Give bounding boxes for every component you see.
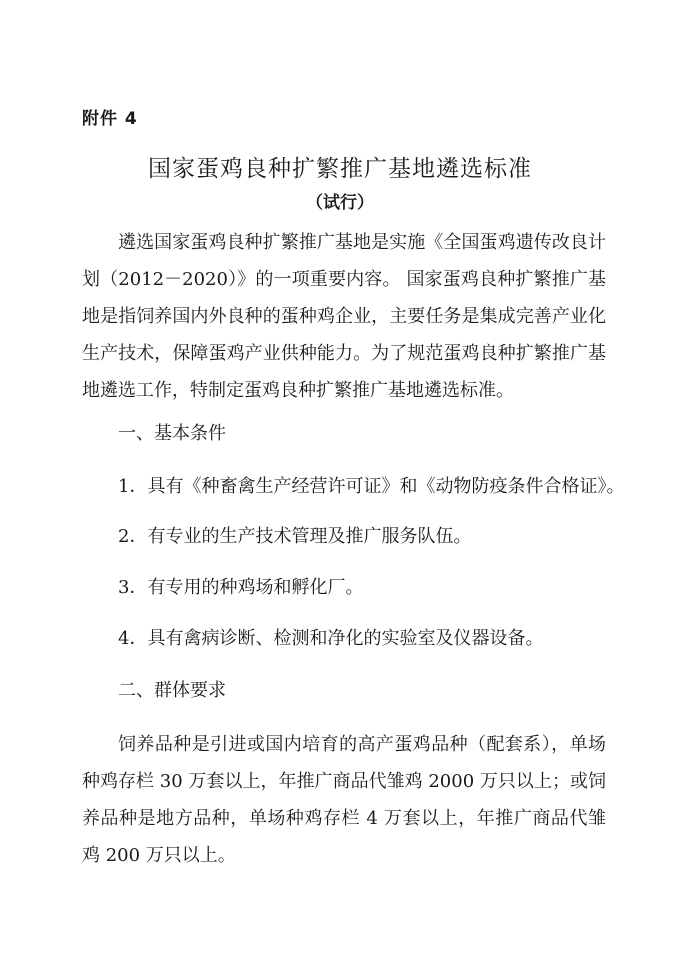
condition-item: 1．具有《种畜禽生产经营许可证》和《动物防疫条件合格证》。 [118,476,625,497]
condition-item: 3．有专用的种鸡场和孵化厂。 [118,577,364,598]
attachment-label: 附件 4 [82,109,138,129]
document-subtitle: （试行） [306,193,374,213]
intro-paragraph: 遴选国家蛋鸡良种扩繁推广基地是实施《全国蛋鸡遗传改良计划（2012－2020）》的一项重要内容。 国家蛋鸡良种扩繁推广基地是指饲养国内外良种的蛋种鸡企业，主要任务是集成完善产业化生产技术，保障蛋鸡产业供种能力。为了规范蛋鸡良种扩繁推广基地遴选工作，特制定蛋鸡良种扩繁推广基地遴选标准。 [82,232,606,401]
section-heading-basic-conditions: 一、基本条件 [118,423,226,444]
section-heading-population-requirements: 二、群体要求 [118,680,226,701]
population-requirements-paragraph: 饲养品种是引进或国内培育的高产蛋鸡品种（配套系），单场种鸡存栏 30 万套以上，年推广商品代雏鸡 2000 万只以上；或饲养品种是地方品种，单场种鸡存栏 4 万套以上，年推广商品代雏鸡 200 万只以上。 [82,734,606,866]
condition-item: 2．有专业的生产技术管理及推广服务队伍。 [118,526,472,547]
document-title: 国家蛋鸡良种扩繁推广基地遴选标准 [148,156,532,182]
condition-item: 4．具有禽病诊断、检测和净化的实验室及仪器设备。 [118,628,544,649]
